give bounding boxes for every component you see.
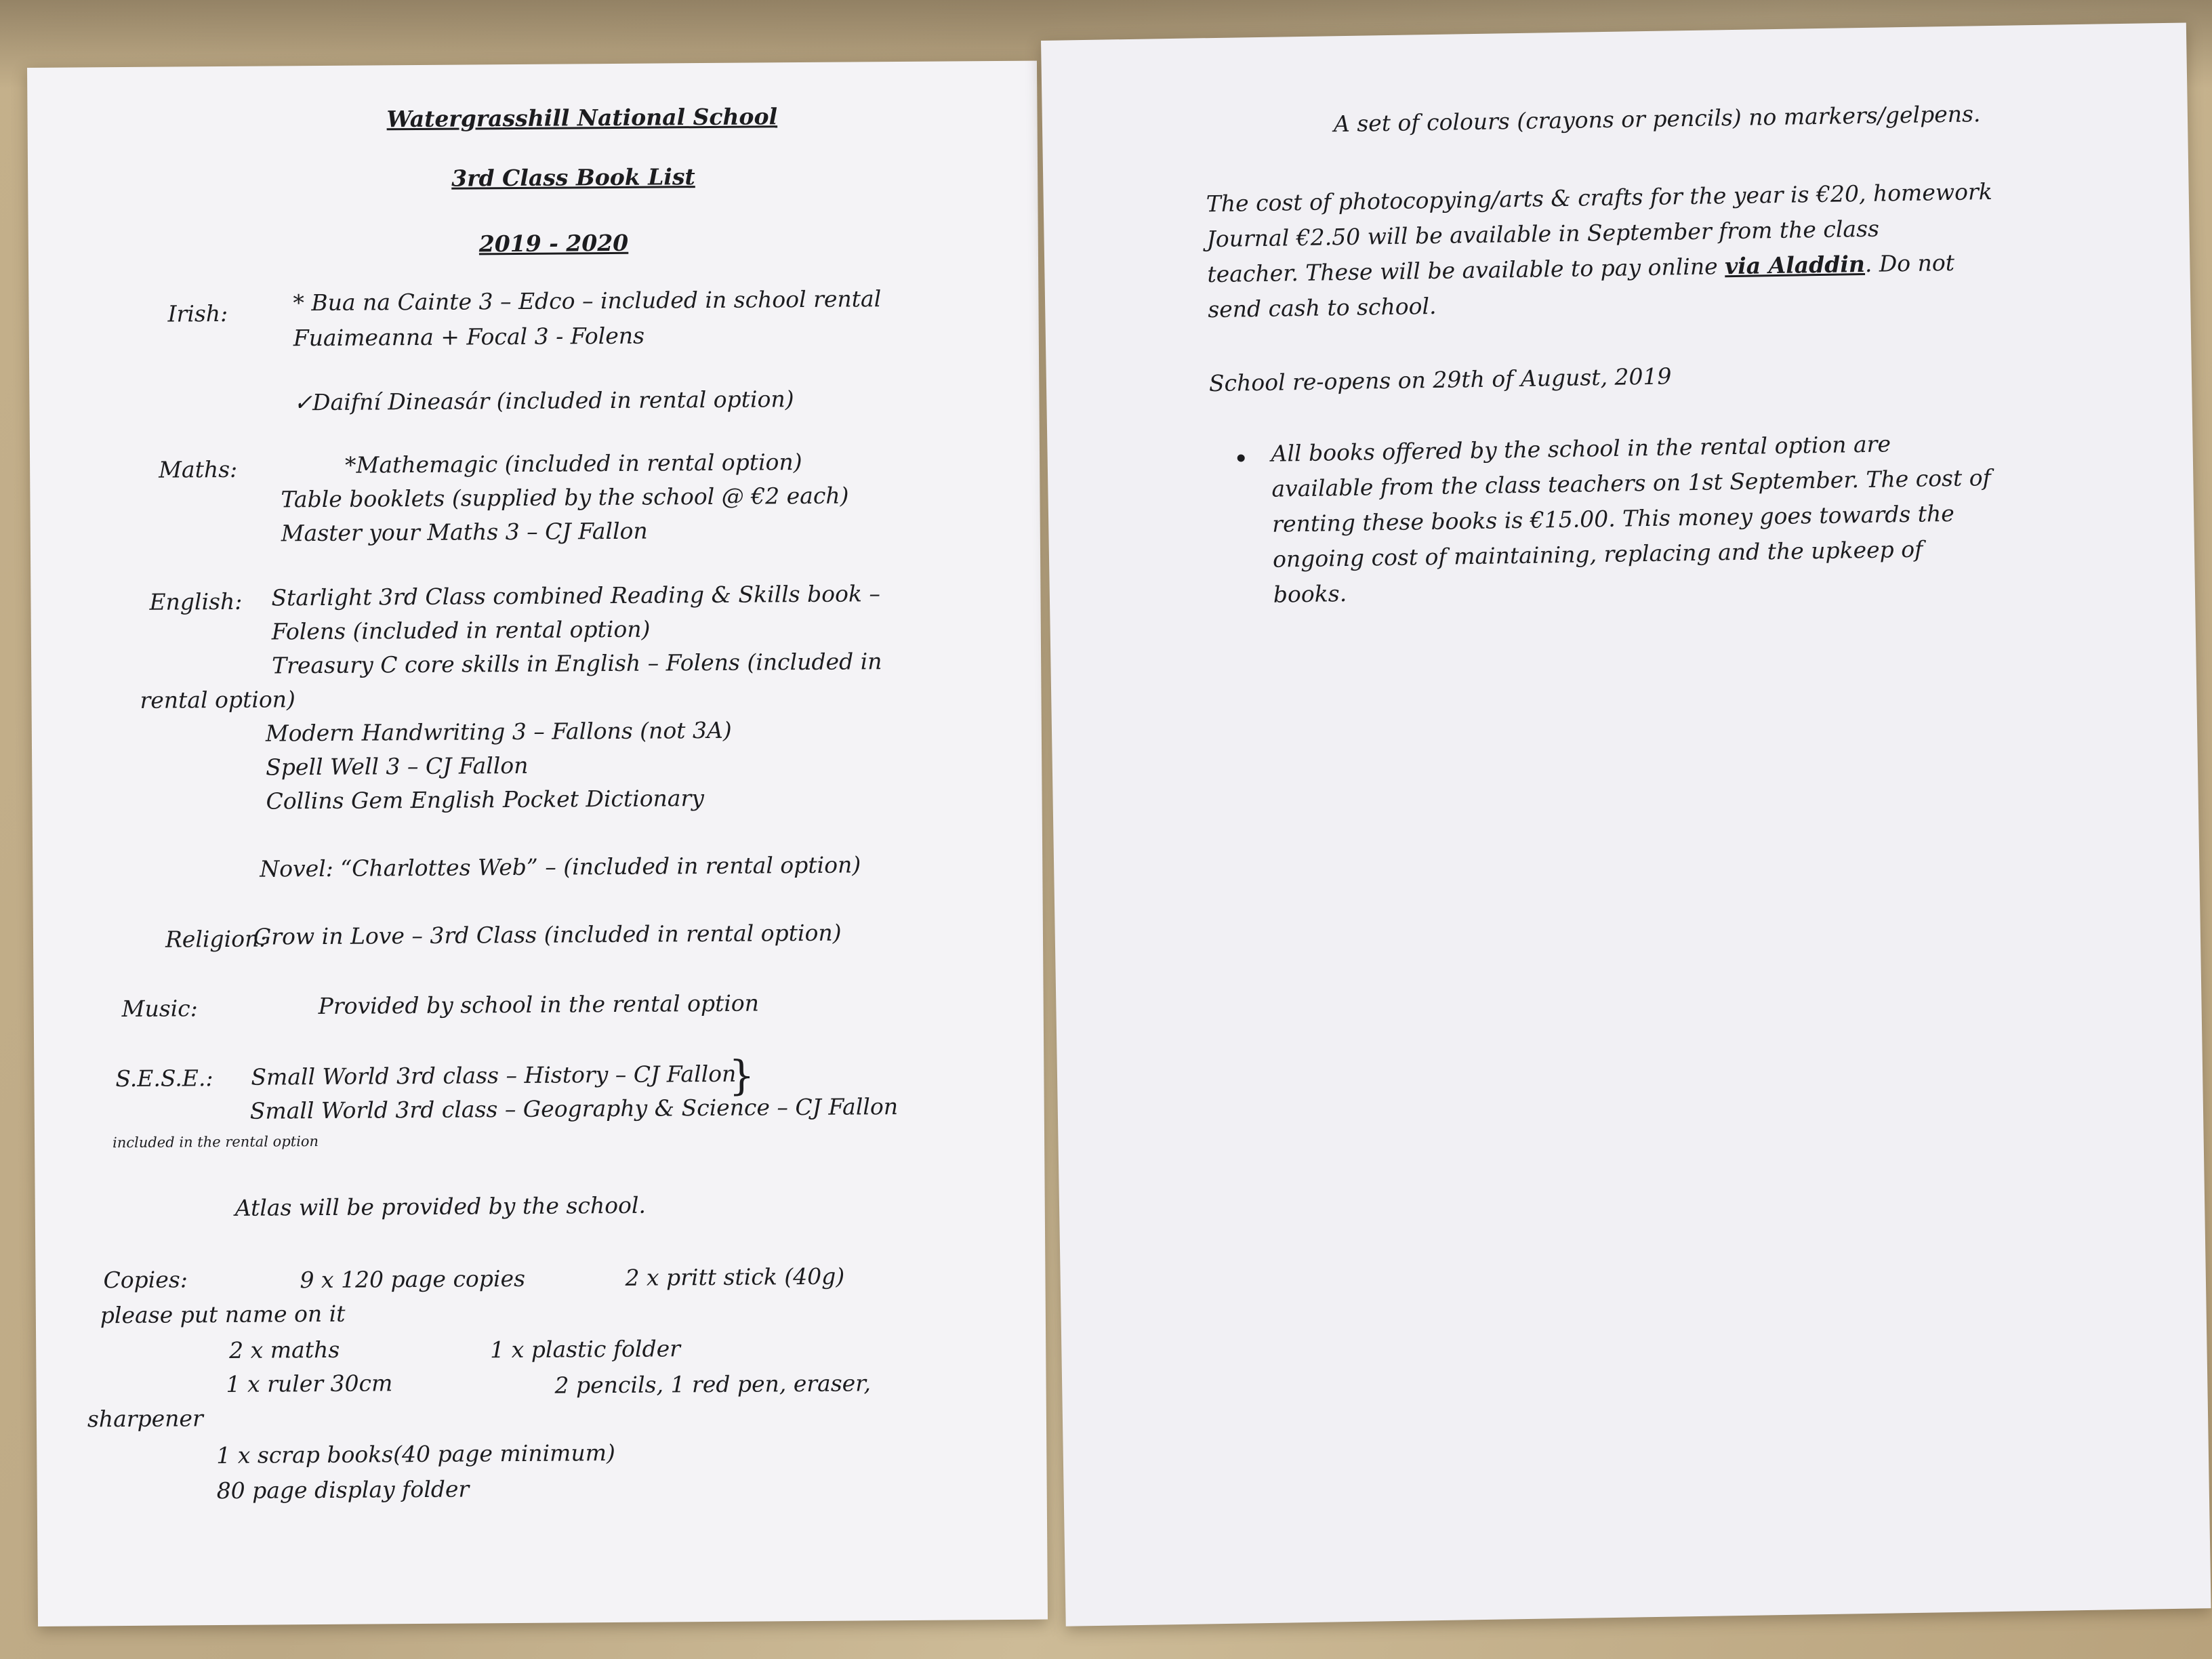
- irish-item-1: * Bua na Cainte 3 – Edco – included in school rental: [293, 285, 882, 316]
- bullet-line-5: books.: [1273, 580, 1347, 608]
- atlas-line: Atlas will be provided by the school.: [234, 1191, 647, 1221]
- bullet-line-4: ongoing cost of maintaining, replacing and the upkeep of: [1272, 535, 1923, 573]
- maths-item-2: Table booklets (supplied by the school @ €2 each): [281, 482, 849, 513]
- bullet-line-2: available from the class teachers on 1st September. The cost of: [1271, 464, 1992, 502]
- english-item-6: Spell Well 3 – CJ Fallon: [266, 752, 529, 781]
- book-list-page-left: [27, 61, 1048, 1626]
- cost-line-2: Journal €2.50 will be available in September from the class: [1206, 215, 1880, 253]
- bullet-dot: [1237, 454, 1245, 462]
- irish-item-2: Fuaimeanna + Focal 3 - Folens: [293, 322, 645, 352]
- english-item-2: Folens (included in rental option): [271, 615, 651, 645]
- novel-line: Novel: “Charlottes Web” – (included in rental option): [260, 851, 861, 882]
- sese-item-1: Small World 3rd class – History – CJ Fallon: [251, 1060, 737, 1090]
- english-item-4: rental option): [140, 686, 295, 714]
- irish-label: Irish:: [167, 300, 228, 327]
- music-label: Music:: [121, 995, 198, 1023]
- copies-item-7: 2 pencils, 1 red pen, eraser,: [554, 1370, 871, 1399]
- bullet-line-3: renting these books is €15.00. This money goes towards the: [1271, 499, 1955, 537]
- sese-item-2: Small World 3rd class – Geography & Science – CJ Fallon: [249, 1093, 899, 1124]
- copies-item-2: 2 x pritt stick (40g): [625, 1263, 845, 1291]
- reopen-line: School re-opens on 29th of August, 2019: [1208, 363, 1672, 397]
- english-item-3: Treasury C core skills in English – Folens (included in: [272, 648, 882, 679]
- copies-label: Copies:: [103, 1266, 188, 1294]
- sese-note: included in the rental option: [112, 1133, 319, 1151]
- cost-line-3-start: teacher. These will be available to pay online: [1207, 253, 1725, 288]
- maths-label: Maths:: [159, 455, 238, 483]
- school-name: Watergrasshill National School: [386, 103, 778, 133]
- copies-item-3: please put name on it: [100, 1300, 346, 1329]
- copies-item-1: 9 x 120 page copies: [300, 1265, 526, 1294]
- religion-item-1: Grow in Love – 3rd Class (included in rental option): [253, 919, 842, 950]
- english-item-7: Collins Gem English Pocket Dictionary: [266, 785, 705, 815]
- english-item-5: Modern Handwriting 3 – Fallons (not 3A): [265, 716, 732, 747]
- aladdin-link[interactable]: via Aladdin: [1724, 250, 1866, 280]
- religion-label: Religion:: [165, 925, 267, 953]
- copies-item-9: 1 x scrap books(40 page minimum): [216, 1439, 615, 1469]
- school-year: 2019 - 2020: [478, 229, 629, 258]
- sese-label: S.E.S.E.:: [115, 1065, 213, 1092]
- copies-item-5: 1 x plastic folder: [490, 1335, 681, 1364]
- english-item-1: Starlight 3rd Class combined Reading & Skills book –: [271, 580, 881, 611]
- irish-item-3: ✓Daifní Dineasár (included in rental option): [293, 386, 794, 416]
- copies-item-4: 2 x maths: [229, 1336, 340, 1364]
- music-item-1: Provided by school in the rental option: [318, 989, 760, 1020]
- copies-item-6: 1 x ruler 30cm: [226, 1370, 393, 1397]
- copies-item-8: sharpener: [87, 1405, 203, 1433]
- english-label: English:: [149, 588, 243, 615]
- colours-line: A set of colours (crayons or pencils) no markers/gelpens.: [1333, 100, 1981, 138]
- cost-line-1: The cost of photocopying/arts & crafts for the year is €20, homework: [1206, 178, 1993, 218]
- maths-item-3: Master your Maths 3 – CJ Fallon: [281, 517, 648, 547]
- maths-item-1: *Mathemagic (included in rental option): [344, 449, 802, 478]
- cost-line-3: [1207, 249, 1954, 288]
- class-title: 3rd Class Book List: [451, 163, 695, 192]
- cost-line-3-end: . Do not: [1864, 249, 1955, 277]
- book-list-page-right: [1041, 22, 2211, 1626]
- cost-line-4: send cash to school.: [1207, 292, 1437, 323]
- copies-item-10: 80 page display folder: [216, 1475, 470, 1504]
- bullet-line-1: All books offered by the school in the rental option are: [1271, 430, 1891, 467]
- brace-mark: }: [729, 1052, 755, 1100]
